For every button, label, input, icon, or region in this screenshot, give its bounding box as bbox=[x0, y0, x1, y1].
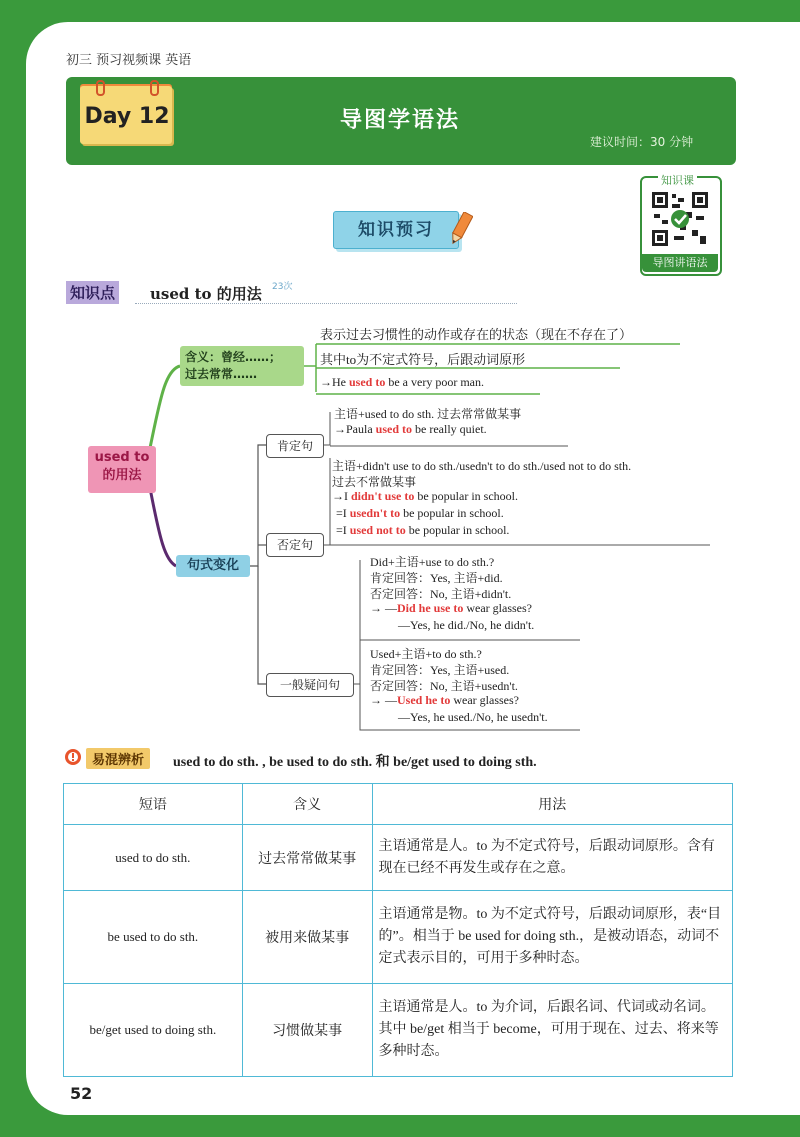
meaning-example bbox=[320, 375, 484, 390]
knowledge-point-title: used to 的用法 bbox=[150, 285, 262, 303]
question-b-yes: 肯定回答：Yes, 主语+used. bbox=[370, 663, 510, 677]
negative-example-3 bbox=[336, 523, 509, 538]
question-a-no: 否定回答：No, 主语+didn't. bbox=[370, 587, 512, 601]
table-header: 用法 bbox=[372, 784, 732, 825]
calendar-ring-icon bbox=[150, 80, 159, 96]
table-cell-phrase: be used to do sth. bbox=[64, 891, 243, 984]
example-text: → — bbox=[370, 601, 397, 615]
example-text: wear glasses? bbox=[450, 693, 519, 707]
comparison-table bbox=[63, 783, 733, 1077]
example-text: =I bbox=[336, 523, 350, 537]
confuse-label: 易混辨析 bbox=[86, 748, 150, 769]
example-text: be really quiet. bbox=[412, 422, 487, 436]
negative-example-2 bbox=[336, 506, 504, 521]
table-header: 含义 bbox=[242, 784, 372, 825]
example-text: →Paula bbox=[334, 422, 376, 436]
meaning-desc-1: 表示过去习惯性的动作或存在的状态（现在不存在了） bbox=[320, 327, 633, 342]
frequency-count: 23次 bbox=[272, 282, 293, 292]
example-highlight: didn't use to bbox=[351, 489, 415, 503]
table-cell-meaning: 习惯做某事 bbox=[242, 984, 372, 1077]
question-a-rule: Did+主语+use to do sth.? bbox=[370, 555, 495, 569]
example-text: be a very poor man. bbox=[385, 375, 484, 389]
table-cell-meaning: 被用来做某事 bbox=[242, 891, 372, 984]
table-cell-meaning: 过去常常做某事 bbox=[242, 825, 372, 891]
sentence-change-node: 句式变化 bbox=[176, 555, 250, 577]
section-title: 知识预习 bbox=[333, 211, 459, 249]
table-header-row bbox=[64, 784, 733, 825]
table-row bbox=[64, 984, 733, 1077]
example-text: →He bbox=[320, 375, 349, 389]
negative-node: 否定句 bbox=[266, 533, 324, 557]
qr-code-icon[interactable] bbox=[650, 190, 710, 248]
example-text: be popular in school. bbox=[405, 523, 510, 537]
question-a-answer: —Yes, he did./No, he didn't. bbox=[398, 618, 535, 632]
meaning-line-2: 过去常常…… bbox=[185, 367, 258, 381]
day-label: Day 12 bbox=[84, 104, 170, 129]
question-node: 一般疑问句 bbox=[266, 673, 354, 697]
affirmative-rule: 主语+used to do sth. 过去常常做某事 bbox=[334, 407, 522, 421]
table-cell-usage: 主语通常是人。to 为介词，后跟名词、代词或动名词。其中 be/get 相当于 become，可用于现在、过去、将来等多种时态。 bbox=[372, 984, 732, 1077]
question-b-example bbox=[370, 693, 519, 708]
example-text: wear glasses? bbox=[463, 601, 532, 615]
table-cell-usage: 主语通常是物。to 为不定式符号，后跟动词原形，表“目的”。相当于 be used for doing sth.，是被动语态，动词不定式表示目的，可用于多种时态。 bbox=[372, 891, 732, 984]
affirmative-example bbox=[334, 422, 487, 437]
confusion-icon bbox=[64, 748, 82, 766]
example-highlight: used to bbox=[375, 422, 413, 436]
question-b-rule: Used+主语+to do sth.? bbox=[370, 647, 482, 661]
question-b-no: 否定回答：No, 主语+usedn't. bbox=[370, 679, 518, 693]
banner-title: 导图学语法 bbox=[339, 108, 460, 133]
meaning-desc-2: 其中to为不定式符号，后跟动词原形 bbox=[320, 352, 526, 367]
example-text: →I bbox=[332, 489, 351, 503]
pencil-icon bbox=[447, 212, 473, 248]
example-text: be popular in school. bbox=[400, 506, 504, 520]
example-text: → — bbox=[370, 693, 397, 707]
calendar-ring-icon bbox=[96, 80, 105, 96]
example-text: be popular in school. bbox=[414, 489, 519, 503]
root-line-1: used to bbox=[94, 450, 150, 465]
confuse-title: used to do sth. , be used to do sth. 和 be/get used to doing sth. bbox=[173, 755, 537, 770]
question-b-answer: —Yes, he used./No, he usedn't. bbox=[398, 710, 548, 724]
suggested-time: 建议时间：30 分钟 bbox=[590, 135, 694, 149]
example-highlight: Used he to bbox=[397, 693, 451, 707]
mindmap-root bbox=[88, 446, 156, 493]
negative-rule: 主语+didn't use to do sth./usedn't to do sth./used not to do sth. bbox=[332, 459, 632, 473]
example-highlight: used to bbox=[349, 375, 386, 389]
knowledge-point-label: 知识点 bbox=[66, 281, 119, 304]
qr-top-label: 知识课 bbox=[658, 172, 697, 188]
table-cell-phrase: be/get used to doing sth. bbox=[64, 984, 243, 1077]
example-text: =I bbox=[336, 506, 350, 520]
negative-example-1 bbox=[332, 489, 518, 504]
example-highlight: used not to bbox=[349, 523, 406, 537]
table-cell-usage: 主语通常是人。to 为不定式符号，后跟动词原形。含有现在已经不再发生或存在之意。 bbox=[372, 825, 732, 891]
root-line-2: 的用法 bbox=[102, 468, 142, 483]
qr-bottom-label: 导图讲语法 bbox=[642, 254, 718, 272]
table-header: 短语 bbox=[64, 784, 243, 825]
negative-meaning: 过去不常做某事 bbox=[332, 475, 417, 489]
meaning-node bbox=[180, 346, 304, 386]
table-row bbox=[64, 891, 733, 984]
page-number: 52 bbox=[70, 1084, 93, 1103]
table-cell-phrase: used to do sth. bbox=[64, 825, 243, 891]
example-highlight: usedn't to bbox=[349, 506, 401, 520]
example-highlight: Did he use to bbox=[397, 601, 464, 615]
divider bbox=[135, 303, 517, 304]
table-row bbox=[64, 825, 733, 891]
meaning-line-1: 含义：曾经……； bbox=[185, 350, 282, 364]
question-a-yes: 肯定回答：Yes, 主语+did. bbox=[370, 571, 503, 585]
affirmative-node: 肯定句 bbox=[266, 434, 324, 458]
breadcrumb: 初三 预习视频课 英语 bbox=[66, 53, 192, 68]
question-a-example bbox=[370, 601, 532, 616]
